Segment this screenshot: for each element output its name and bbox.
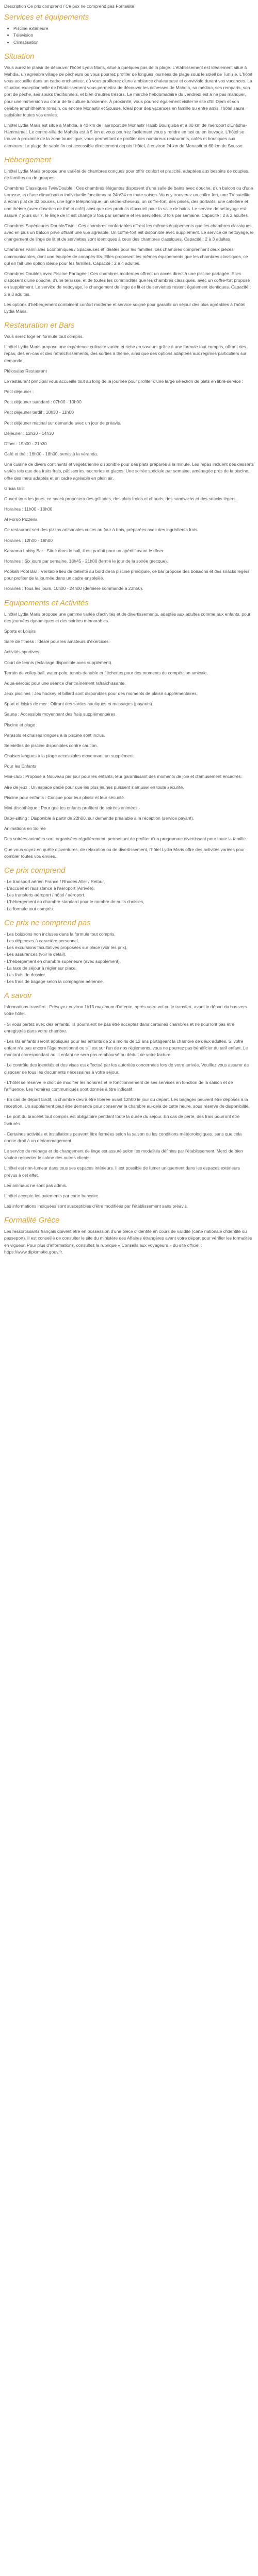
services-item: • Climatisation	[13, 39, 254, 46]
equipements-title: Equipements et Activités	[4, 598, 89, 607]
paragraph: Des soirées animées sont organisées régulièrement, permettant de profiter d'un programme divertissant pour toute la famille.	[4, 836, 247, 842]
formalite-title: Formalité Grèce	[4, 1216, 60, 1225]
section-prix-ne-comprend	[4, 919, 254, 985]
tabs-breadcrumb: Description Ce prix comprend / Ce prix ne comprend pas Formalité	[4, 4, 134, 9]
restauration-title: Restauration et Bars	[4, 321, 75, 330]
section-services	[4, 13, 254, 46]
paragraph: Petit déjeuner :	[4, 389, 34, 395]
list-item: - La taxe de séjour à régler sur place.	[4, 965, 77, 971]
paragraph: Horaires : 11h00 - 18h00	[4, 506, 53, 512]
paragraph: Terrain de volley-ball, water-polo, tennis de table et fléchettes pour des moments de compétition amicale.	[4, 670, 208, 675]
paragraph: Informations transfert : Prévoyez environ 1h15 maximum d'attente, après votre vol ou le transfert, avant le départ du bus vers votre hôtel.	[4, 1004, 247, 1016]
paragraph: Petit déjeuner standard : 07h00 - 10h00	[4, 399, 82, 405]
paragraph: Pour les Enfants	[4, 764, 37, 769]
prix-ne-comprend-title: Ce prix ne comprend pas	[4, 918, 91, 927]
paragraph: L'hôtel Lydia Maris propose une variété de chambres conçues pour offrir confort et praticité, adaptées aux besoins de couples, de familles ou de groupes.	[4, 168, 250, 180]
hebergement-title: Hébergement	[4, 155, 51, 164]
paragraph: Karaoma Lobby Bar : Situé dans le hall, il est parfait pour un apéritif avant le dîner.	[4, 548, 165, 553]
paragraph: Dîner : 19h00 - 21h30	[4, 440, 47, 446]
paragraph: Al Forno Pizzeria	[4, 517, 38, 522]
paragraph: Sport et loisirs de mer : Offrant des sorties nautiques et massages (payants).	[4, 701, 153, 707]
paragraph: Chambres Familiales Economiques / Spacieuses et idéales pour les familles, ces chambres comprennent deux pièces communicantes, dont une équipée de canapés-lits. Elles proposent les mêmes équipements que les chambres classiques, ce qui en fait une option idéale pour les familles. Capacité : 2 à 4 adultes.	[4, 247, 248, 266]
paragraph: L'hôtel Lydia Maris propose une gamme variée d'activités et de divertissements, adaptés aux adultes comme aux enfants, pour des journées dynamiques et des soirées mémorables.	[4, 611, 251, 623]
list-item: - Les assurances (voir le détail),	[4, 952, 67, 957]
section-hebergement	[4, 156, 254, 315]
services-item: • Télévision	[13, 32, 254, 39]
paragraph: Jeux piscines : Jeu hockey et billard sont disponibles pour des moments de plaisir supplémentaires.	[4, 691, 198, 697]
situation-title: Situation	[4, 52, 35, 61]
paragraph: Vous serez logé en formule tout compris.	[4, 334, 84, 340]
paragraph: - En cas de départ tardif, la chambre devra être libérée avant 12h00 le jour du départ. Les bagages peuvent être déposés à la réception. Un supplément peut être demandé pour conserver la chambre au-delà de cette heure, sous réserve de disponibilité.	[4, 1097, 250, 1109]
paragraph: Salle de fitness : idéale pour les amateurs d'exercices.	[4, 639, 110, 645]
paragraph: L'hôtel Lydia Maris propose une expérience culinaire variée et riche en saveurs grâce à une formule tout compris, offrant des repas, des en-cas et des rafraîchissements, des sorties à thème, ainsi que des options adaptées aux régimes particuliers sur demande.	[4, 344, 247, 363]
paragraph: - L'hôtel se réserve le droit de modifier les horaires et le fonctionnement de ses services en fonction de la saison et de l'affluence. Les horaires communiqués sont donnés à titre indicatif.	[4, 1079, 233, 1092]
paragraph: Baby-sitting : Disponible à partir de 22h00, sur demande préalable à la réception (service payant).	[4, 816, 195, 821]
paragraph: - Si vous partez avec des enfants, ils pourraient ne pas être acceptés dans certaines chambres et ne pourront pas être enregistrés dans votre chambre.	[4, 1021, 235, 1033]
paragraph: Activités sportives :	[4, 649, 42, 655]
list-item: - Les transferts aéroport / hôtel / aéroport,	[4, 892, 86, 898]
paragraph: Le service de ménage et de changement de linge est assuré selon les modalités définies par l'établissement. Merci de bien vouloir respecter le calme des autres clients.	[4, 1148, 243, 1161]
prix-comprend-title: Ce prix comprend	[4, 866, 66, 875]
paragraph: Parasols et chaises longues à la piscine sont inclus.	[4, 732, 105, 738]
paragraph: - Le port du bracelet tout compris est obligatoire pendant toute la durée du séjour. En cas de perte, des frais pourront être facturés.	[4, 1114, 240, 1126]
paragraph: Les informations indiquées sont susceptibles d'être modifiées par l'établissement sans préavis.	[4, 1204, 188, 1209]
paragraph: Horaires : Six jours par semaine, 18h45 - 21h00 (fermé le jour de la soirée grecque).	[4, 558, 168, 564]
paragraph: Sauna : Accessible moyennant des frais supplémentaires.	[4, 711, 117, 717]
paragraph: Chaises longues à la plage accessibles moyennant un supplément.	[4, 753, 135, 759]
paragraph: L'hôtel Lydia Maris est situé à Mahdia, à 40 km de l'aéroport de Monastir Habib Bourguiba et à 80 km de l'aéroport d'Enfidha-Hammamet. Le centre-ville de Mahdia est à 5 km et vous pourrez facilement vous y rendre en taxi ou en louvage. L'hôtel se trouve à proximité de la zone touristique, vous permettant de profiter des nombreux restaurants, cafés et boutiques aux alentours. La plage de sable fin est accessible directement depuis l'hôtel, à environ 24 km de Monastir et 60 km de Sousse.	[4, 123, 247, 148]
section-formalite	[4, 1216, 254, 1256]
paragraph: - Les lits enfants seront appliqués pour les enfants de 2 à moins de 12 ans partageant la chambre de deux adultes. Si votre enfant n'a pas encore l'âge mentionné ou s'il est sur l'un de nos règlements, vous ne pourrez pas bénéficier du tarif enfant. Le montant correspondant au lit enfant ne sera pas remboursé ou déduit de votre facture.	[4, 1038, 248, 1058]
paragraph: Mini-discothèque : Pour que les enfants profitent de soirées animées.	[4, 805, 139, 810]
page-content	[0, 0, 258, 1256]
paragraph: - Certaines activités et installations peuvent être fermées selon la saison ou les conditions météorologiques, sans que cela donne droit à un dédommagement.	[4, 1131, 242, 1143]
paragraph: Café et thé : 16h00 - 18h00, servis à la véranda.	[4, 451, 98, 457]
paragraph: Les ressortissants français doivent être en possession d'une pièce d'identité en cours de validité (carte nationale d'identité ou passeport). Il est conseillé de consulter le site du ministère des Affaires étrangères avant votre départ pour vérifier les formalités en vigueur. Pour plus d'informations, consultez la rubrique « Conseils aux voyageurs » du site officiel : https://www.diplomatie.gouv.fr.	[4, 1229, 252, 1255]
paragraph: L'hôtel est non-fumeur dans tous ses espaces intérieurs. Il est possible de fumer uniquement dans les espaces extérieurs prévus à cet effet.	[4, 1165, 240, 1178]
list-item: - Les frais de dossier,	[4, 972, 46, 977]
paragraph: Horaires : Tous les jours, 10h00 - 24h00 (dernière commande à 23h50).	[4, 586, 143, 591]
paragraph: Chambres Supérieures Double/Twin : Ces chambres confortables offrent les mêmes équipements que les chambres classiques, avec en plus un balcon privé offrant une vue agréable. Un coffre-fort est disponible avec supplément. Le service de nettoyage, le changement de linge de lit et de serviettes sont identiques à ceux des chambres classiques. Capacité : 2 à 3 adultes.	[4, 223, 254, 242]
paragraph: Les animaux ne sont pas admis.	[4, 1182, 67, 1188]
list-item: - L'hébergement en chambre standard pour le nombre de nuits choisies,	[4, 899, 144, 905]
section-restauration	[4, 321, 254, 592]
paragraph: Pléiosalas Restaurant	[4, 368, 47, 374]
paragraph: Petit déjeuner tardif : 10h30 - 11h00	[4, 410, 74, 415]
paragraph: Animations en Soirée	[4, 826, 46, 832]
paragraph: Ce restaurant sert des pizzas artisanales cuites au four à bois, préparées avec des ingrédients frais.	[4, 527, 199, 533]
paragraph: Les options d'hébergement combinent confort moderne et service soigné pour garantir un séjour des plus agréables à l'hôtel Lydia Maris.	[4, 301, 246, 314]
list-item: - Les frais de bagage selon la compagnie aérienne.	[4, 979, 104, 985]
paragraph: Horaires : 12h00 - 18h00	[4, 537, 53, 543]
list-item: - Les boissons non incluses dans la formule tout compris,	[4, 931, 116, 937]
paragraph: Chambres Doubles avec Piscine Partagée : Ces chambres modernes offrent un accès direct à une piscine partagée. Elles disposent d'une douche, d'une terrasse, et de toutes les commodités que les chambres classiques, avec un coffre-fort proposé en supplément. Le service de nettoyage, le changement de linge de lit et de serviettes restent également identiques. Capacité : 2 à 3 adultes.	[4, 270, 251, 297]
paragraph: Court de tennis (éclairage disponible avec supplément).	[4, 659, 112, 665]
paragraph: Chambres Classiques Twin/Double : Ces chambres élégantes disposent d'une salle de bains avec douche, d'un balcon ou d'une terrasse, et d'une climatisation individuelle fonctionnant 24h/24 en toute saison. Vous y trouverez un coffre-fort, une TV satellite à écran plat de 32 pouces, une ligne téléphonique, un sèche-cheveux, un coffre-fort, des prises, des portants, une cafetière et une théière (avec dosettes de thé et café) ainsi que des produits d'accueil pour la salle de bains. Le service de nettoyage est assuré 7 jours sur 7, le linge de lit est changé 3 fois par semaine et les serviettes, 3 fois par semaine. Capacité : 2 à 3 adultes.	[4, 185, 253, 218]
services-list	[4, 25, 254, 46]
paragraph: Piscine pour enfants : Conçue pour leur plaisir et leur sécurité.	[4, 794, 125, 800]
paragraph: Aire de jeux : Un espace dédié pour que les plus jeunes puissent s'amuser en toute sécurité.	[4, 784, 184, 790]
paragraph: Petit déjeuner matinal sur demande avec un jour de préavis.	[4, 420, 121, 426]
list-item: - Les excursions facultatives proposées sur place (voir les prix),	[4, 945, 128, 951]
paragraph: Gricia Grill	[4, 485, 25, 491]
services-item: • Piscine extérieure	[13, 25, 254, 32]
paragraph: Serviettes de piscine disponibles contre caution.	[4, 742, 98, 748]
list-item: - Le transport aérien France / Rhodes Aller / Retour,	[4, 878, 105, 884]
section-savoir	[4, 991, 254, 1210]
paragraph: Le restaurant principal vous accueille tout au long de la journée pour profiter d'une large sélection de plats en libre-service :	[4, 378, 244, 384]
list-item: - Les dépenses à caractère personnel,	[4, 938, 79, 943]
paragraph: Pookah Pool Bar : Véritable lieu de détente au bord de la piscine principale, ce bar propose des boissons et des snacks légers pour profiter de la journée dans un cadre ensoleillé.	[4, 569, 250, 581]
paragraph: Mini-club : Propose à Nouveau par jour pour les enfants, leur garantissant des moments de joie et d'amusement encadrés.	[4, 774, 242, 779]
list-item: - L'accueil et l'assistance à l'aéroport (Arrivée),	[4, 886, 95, 891]
section-equipements	[4, 599, 254, 860]
paragraph: Ouvert tous les jours, ce snack proposera des grillades, des plats froids et chauds, des sandwichs et des snacks légers.	[4, 496, 237, 501]
paragraph: Une cuisine de divers continents et végétarienne disponible pour des plats préparés à la minute. Les repas incluent des desserts variés tels que des fruits frais, pâtisseries, sucreries et glaces. Une soirée spéciale par semaine, aménagée près de la piscine, offre des mets adaptés et un cadre agréable en plein air.	[4, 462, 254, 481]
paragraph: Sports et Loisirs	[4, 629, 36, 634]
paragraph: Aqua-aérobic pour une séance d'entraînement rafraîchissante.	[4, 680, 126, 686]
section-situation	[4, 52, 254, 149]
paragraph: Déjeuner : 12h30 - 14h30	[4, 430, 54, 436]
section-prix-comprend	[4, 866, 254, 912]
services-title: Services et équipements	[4, 13, 89, 22]
savoir-title: A savoir	[4, 991, 32, 1001]
paragraph: Vous aurez le plaisir de découvrir l'hôtel Lydia Maris, situé à quelques pas de la plage. L'établissement est idéalement situé à Mahdia, un agréable village de pêcheurs où vous pourrez profiter de longues journées de plage sous le soleil de Tunisie. L'hôtel vous accueille dans un cadre enchanteur, où vous profiterez d'une ambiance chaleureuse et conviviale durant vos vacances. La situation exceptionnelle de l'établissement vous permettra de découvrir les richesses de Mahdia, sa médina, ses remparts, son port de pêche, ses souks traditionnels, et bien d'autres trésors. Le marché hebdomadaire du vendredi est à ne pas manquer, pour une immersion au cœur de la culture tunisienne. À proximité, vous pourrez également visiter le site d'El Djem et son célèbre amphithéâtre romain, ou encore Monastir et Sousse. Idéal pour des vacances en famille ou entre amis, l'hôtel saura satisfaire toutes vos envies.	[4, 64, 252, 117]
paragraph: L'hôtel accepte les paiements par carte bancaire.	[4, 1193, 100, 1198]
paragraph: Que vous soyez en quête d'aventures, de relaxation ou de divertissement, l'hôtel Lydia Maris offre des activités variées pour combler toutes vos envies.	[4, 846, 245, 859]
paragraph: - Le contrôle des identités et des visas est effectué par les autorités concernées lors de votre arrivée. Veuillez vous assurer de disposer de tous les documents nécessaires à votre séjour.	[4, 1062, 249, 1075]
list-item: - L'hébergement en chambre supérieure (avec supplément),	[4, 958, 121, 964]
paragraph: Piscine et plage :	[4, 722, 38, 727]
list-item: - La formule tout compris.	[4, 906, 54, 911]
